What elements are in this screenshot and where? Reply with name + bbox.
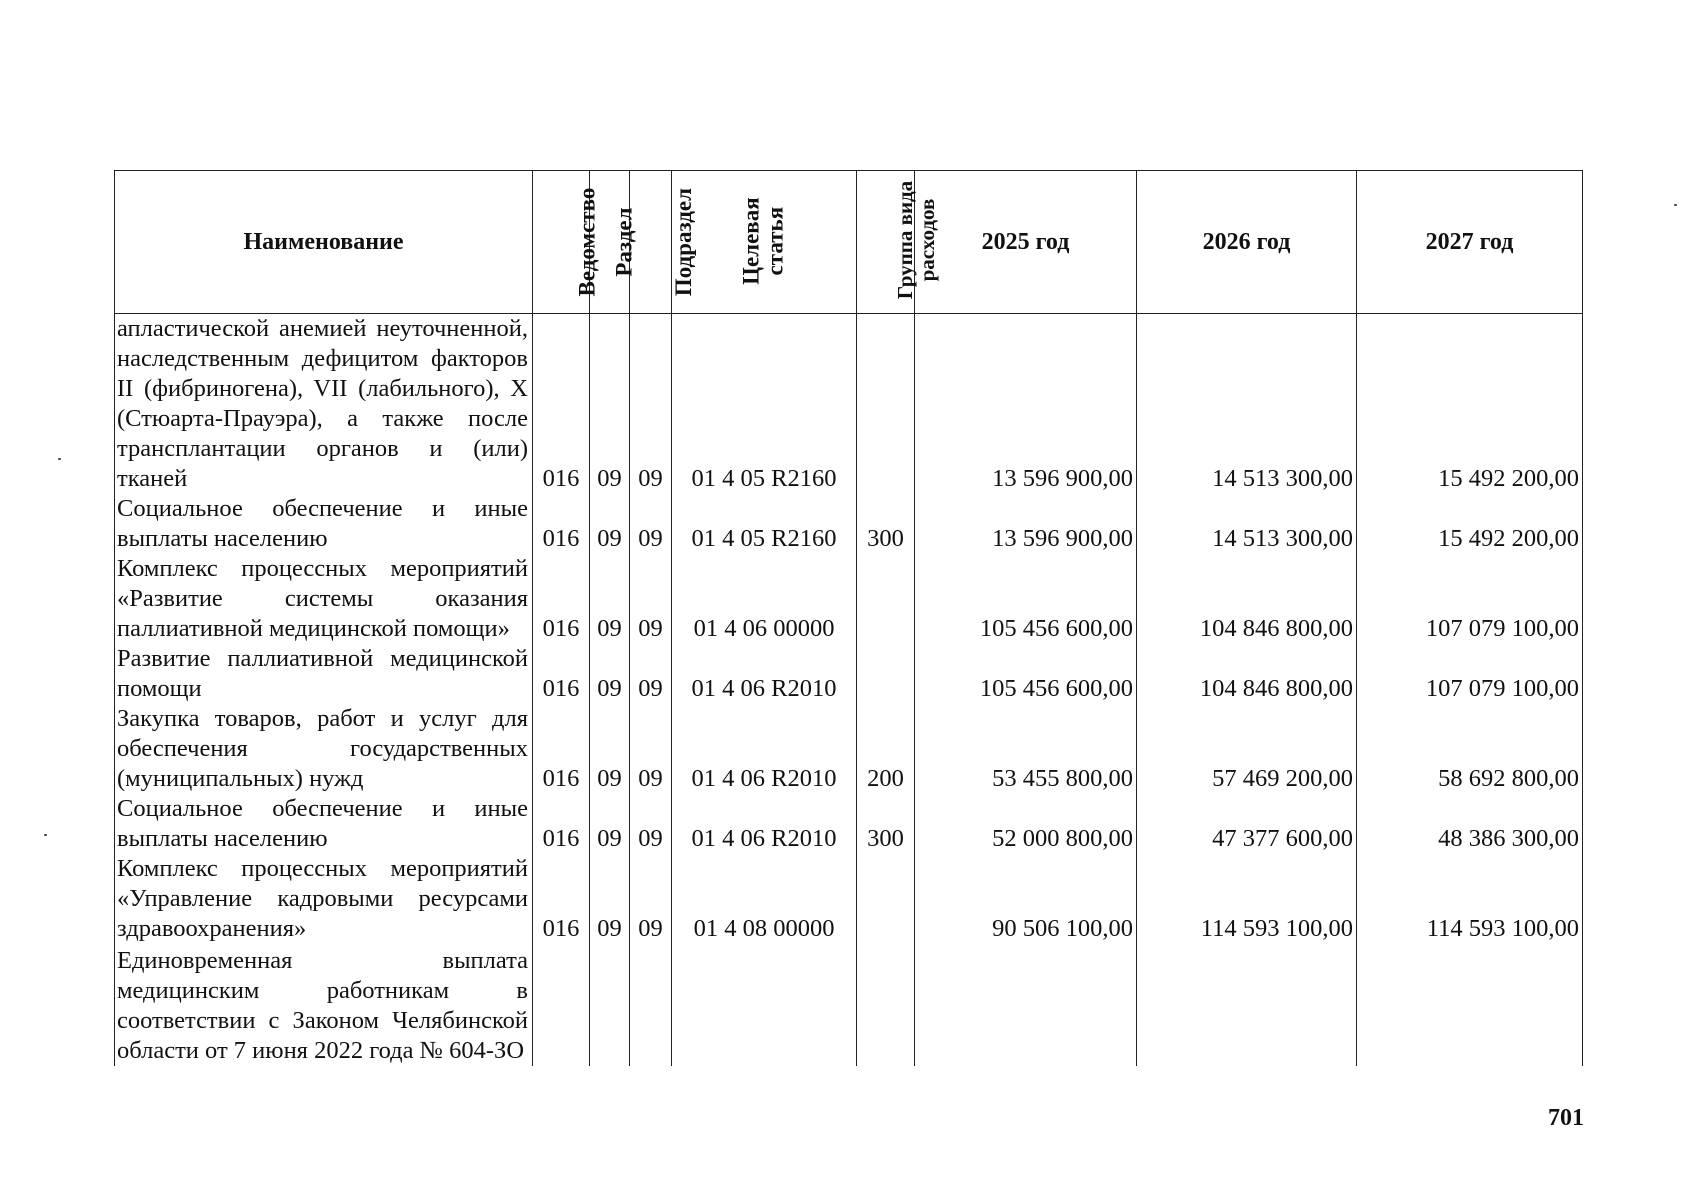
table-cell-2027: 15 492 200,00 [1357, 314, 1583, 495]
table-cell-2026 [1137, 944, 1357, 1066]
table-cell-2027 [1357, 944, 1583, 1066]
table-cell-celevaya-statya: 01 4 06 R2010 [672, 644, 857, 704]
page-number: 701 [1548, 1105, 1584, 1131]
table-cell-razdel [590, 944, 630, 1066]
table-cell-vedomstvo: 016 [533, 794, 590, 854]
table-row [115, 554, 1583, 644]
scan-speck [44, 834, 47, 836]
table-cell-vedomstvo [533, 944, 590, 1066]
table-cell-2025: 90 506 100,00 [915, 854, 1137, 944]
table-cell-celevaya-statya: 01 4 05 R2160 [672, 314, 857, 495]
table-cell-celevaya-statya: 01 4 05 R2160 [672, 494, 857, 554]
table-cell-podrazdel: 09 [630, 554, 672, 644]
table-cell-name: Комплекс процессных мероприятий «Управление кадровыми ресурсами здравоохранения» [115, 854, 533, 944]
table-cell-gruppa [857, 944, 915, 1066]
table-cell-2027: 114 593 100,00 [1357, 854, 1583, 944]
table-cell-2027: 58 692 800,00 [1357, 704, 1583, 794]
table-cell-2026: 104 846 800,00 [1137, 554, 1357, 644]
table-cell-gruppa [857, 314, 915, 495]
table-cell-razdel: 09 [590, 494, 630, 554]
table-cell-2025: 52 000 800,00 [915, 794, 1137, 854]
table-row [115, 494, 1583, 554]
table-cell-2026: 14 513 300,00 [1137, 494, 1357, 554]
table-cell-podrazdel: 09 [630, 794, 672, 854]
table-cell-razdel: 09 [590, 794, 630, 854]
table-cell-name: Социальное обеспечение и иные выплаты населению [115, 494, 533, 554]
table-cell-gruppa: 300 [857, 494, 915, 554]
table-cell-razdel: 09 [590, 644, 630, 704]
table-cell-2025: 105 456 600,00 [915, 644, 1137, 704]
table-cell-gruppa: 200 [857, 704, 915, 794]
table-cell-vedomstvo: 016 [533, 314, 590, 495]
table-cell-gruppa [857, 554, 915, 644]
table-row [115, 944, 1583, 1066]
table-cell-2025: 13 596 900,00 [915, 494, 1137, 554]
table-cell-podrazdel: 09 [630, 644, 672, 704]
table-cell-2025 [915, 944, 1137, 1066]
table-cell-2025: 105 456 600,00 [915, 554, 1137, 644]
table-header [115, 171, 1583, 314]
header-podrazdel: Подраздел [630, 171, 672, 314]
header-celevaya-statya: Целевая статья [672, 171, 857, 314]
table-cell-razdel: 09 [590, 704, 630, 794]
table-cell-name: апластической анемией неуточненной, наследственным дефицитом факторов II (фибриногена), VII (лабильного), X (Стюарта-Прауэра), а также после трансплантации органов и (или) тканей [115, 314, 533, 495]
header-2027: 2027 год [1357, 171, 1583, 314]
table-cell-celevaya-statya [672, 944, 857, 1066]
table-row [115, 314, 1583, 495]
table-cell-gruppa: 300 [857, 794, 915, 854]
table-cell-2025: 53 455 800,00 [915, 704, 1137, 794]
table-row [115, 794, 1583, 854]
header-gruppa-vida-rashodov: Группа вида расходов [857, 171, 915, 314]
table-cell-2027: 15 492 200,00 [1357, 494, 1583, 554]
table-cell-celevaya-statya: 01 4 06 R2010 [672, 794, 857, 854]
table-cell-2027: 48 386 300,00 [1357, 794, 1583, 854]
table-cell-vedomstvo: 016 [533, 704, 590, 794]
table-row [115, 704, 1583, 794]
table-cell-2026: 14 513 300,00 [1137, 314, 1357, 495]
header-name: Наименование [115, 171, 533, 314]
table-cell-podrazdel: 09 [630, 314, 672, 495]
table-cell-name: Единовременная выплата медицинским работникам в соответствии с Законом Челябинской области от 7 июня 2022 года № 604-ЗО [115, 944, 533, 1066]
table-cell-2026: 47 377 600,00 [1137, 794, 1357, 854]
table-cell-podrazdel: 09 [630, 854, 672, 944]
scan-speck [58, 458, 61, 460]
table-cell-celevaya-statya: 01 4 06 R2010 [672, 704, 857, 794]
table-row [115, 644, 1583, 704]
scan-speck [1674, 204, 1677, 206]
table-cell-podrazdel [630, 944, 672, 1066]
header-razdel: Раздел [590, 171, 630, 314]
table-cell-vedomstvo: 016 [533, 494, 590, 554]
table-cell-name: Закупка товаров, работ и услуг для обеспечения государственных (муниципальных) нужд [115, 704, 533, 794]
table-row [115, 854, 1583, 944]
header-vedomstvo: Ведомство [533, 171, 590, 314]
table-cell-2026: 114 593 100,00 [1137, 854, 1357, 944]
table-cell-vedomstvo: 016 [533, 554, 590, 644]
table-cell-podrazdel: 09 [630, 704, 672, 794]
table-cell-vedomstvo: 016 [533, 854, 590, 944]
header-2026: 2026 год [1137, 171, 1357, 314]
table-cell-razdel: 09 [590, 854, 630, 944]
table-cell-gruppa [857, 854, 915, 944]
table-cell-podrazdel: 09 [630, 494, 672, 554]
table-cell-2026: 104 846 800,00 [1137, 644, 1357, 704]
table-cell-gruppa [857, 644, 915, 704]
budget-table [114, 170, 1583, 1066]
table-cell-2027: 107 079 100,00 [1357, 644, 1583, 704]
table-cell-name: Развитие паллиативной медицинской помощи [115, 644, 533, 704]
table-cell-razdel: 09 [590, 314, 630, 495]
header-2025: 2025 год [915, 171, 1137, 314]
table-body [115, 314, 1583, 1067]
table-cell-celevaya-statya: 01 4 06 00000 [672, 554, 857, 644]
table-cell-name: Социальное обеспечение и иные выплаты населению [115, 794, 533, 854]
table-cell-celevaya-statya: 01 4 08 00000 [672, 854, 857, 944]
table-cell-vedomstvo: 016 [533, 644, 590, 704]
table-cell-2027: 107 079 100,00 [1357, 554, 1583, 644]
table-cell-2025: 13 596 900,00 [915, 314, 1137, 495]
table-cell-2026: 57 469 200,00 [1137, 704, 1357, 794]
table-cell-razdel: 09 [590, 554, 630, 644]
table-cell-name: Комплекс процессных мероприятий «Развитие системы оказания паллиативной медицинской помощи» [115, 554, 533, 644]
